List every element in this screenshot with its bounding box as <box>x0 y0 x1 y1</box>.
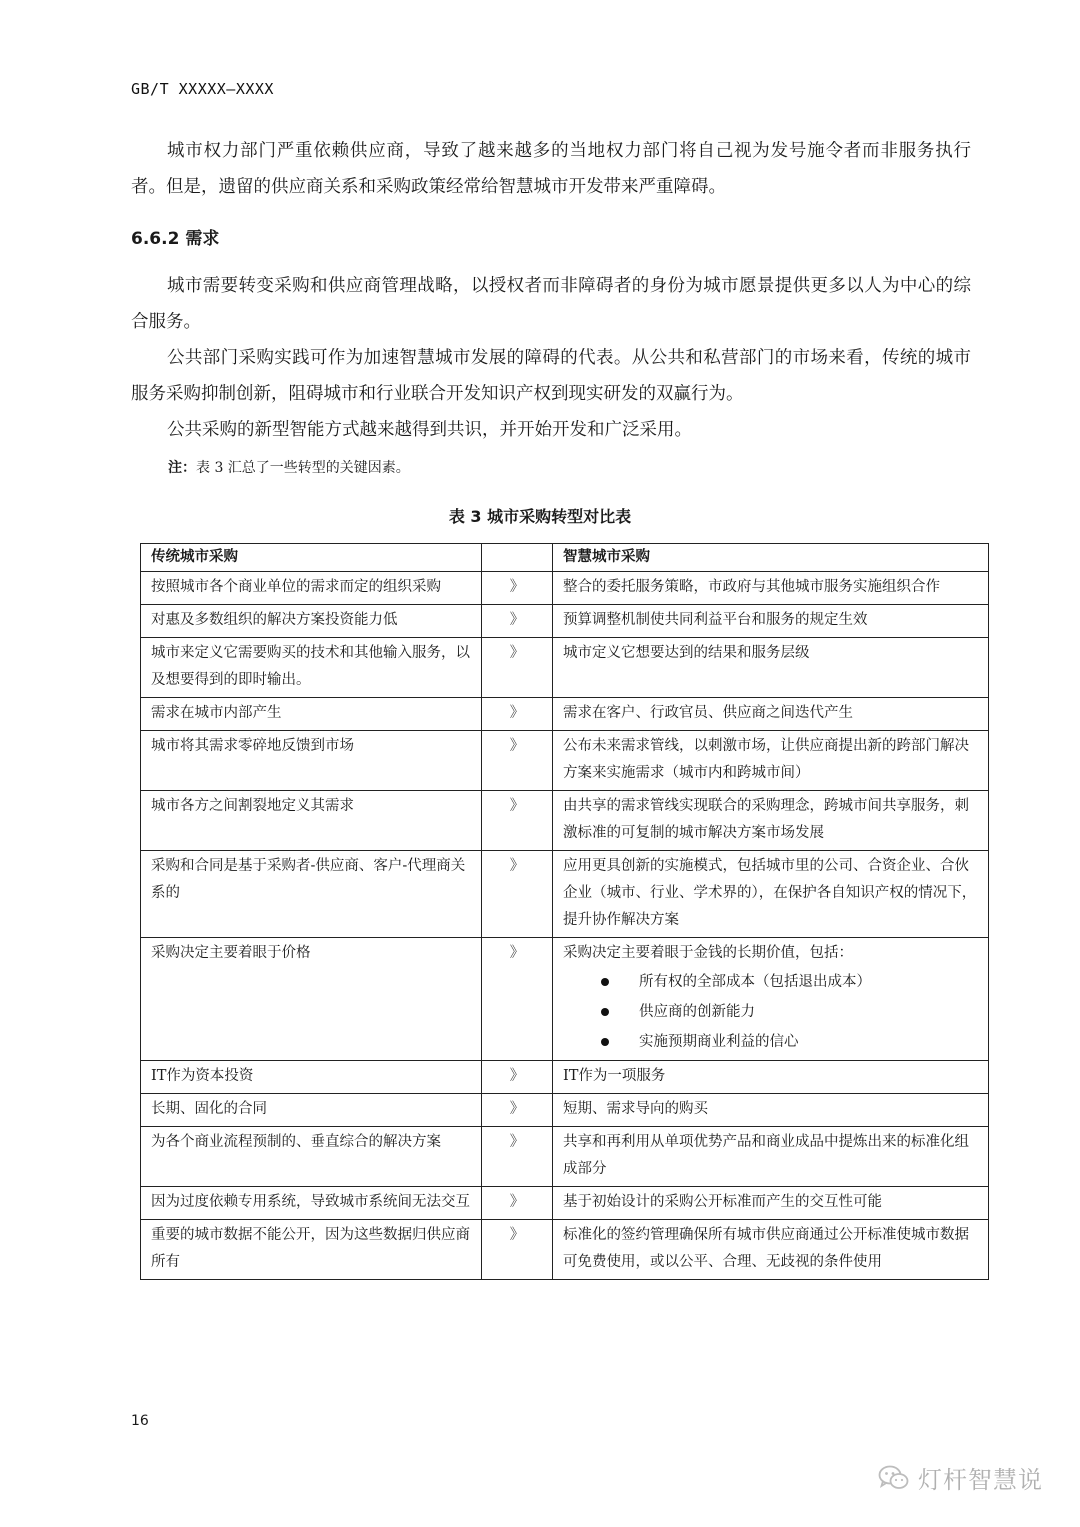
traditional-cell: 因为过度依赖专用系统，导致城市系统间无法交互 <box>141 1187 482 1220</box>
wechat-chat-icon <box>878 1464 910 1492</box>
smart-cell-text: 需求在客户、行政官员、供应商之间迭代产生 <box>563 705 853 721</box>
smart-cell-text: 采购决定主要着眼于金钱的长期价值，包括： <box>563 945 853 961</box>
table-row <box>141 1061 989 1094</box>
arrow-cell: 》 <box>482 1094 553 1127</box>
intro-paragraph: 城市权力部门严重依赖供应商，导致了越来越多的当地权力部门将自己视为发号施令者而非服务执行者。但是，遗留的供应商关系和采购政策经常给智慧城市开发带来严重障碍。 <box>131 141 971 197</box>
smart-cell <box>553 1187 989 1220</box>
watermark <box>878 1460 1043 1495</box>
arrow-cell: 》 <box>482 1127 553 1187</box>
header-arrow <box>482 544 553 572</box>
smart-cell <box>553 791 989 851</box>
arrow-cell: 》 <box>482 572 553 605</box>
table-row <box>141 698 989 731</box>
smart-cell <box>553 851 989 938</box>
traditional-cell: 按照城市各个商业单位的需求而定的组织采购 <box>141 572 482 605</box>
smart-cell-text: 公布未来需求管线，以刺激市场，让供应商提出新的跨部门解决方案来实施需求（城市内和跨城市间） <box>563 738 969 781</box>
table-row <box>141 938 989 1061</box>
page-number: 16 <box>131 1413 149 1429</box>
traditional-cell: 城市将其需求零碎地反馈到市场 <box>141 731 482 791</box>
table-row <box>141 605 989 638</box>
bullet-dot-icon <box>601 1038 609 1046</box>
smart-cell <box>553 572 989 605</box>
smart-cell-text: IT作为一项服务 <box>563 1068 666 1084</box>
section-heading: 6.6.2 需求 <box>131 229 220 249</box>
bullet-dot-icon <box>601 1008 609 1016</box>
smart-cell-text: 应用更具创新的实施模式，包括城市里的公司、合资企业、合伙企业（城市、行业、学术界的），在保护各自知识产权的情况下，提升协作解决方案 <box>563 858 977 928</box>
table-note <box>168 456 410 480</box>
traditional-cell: 需求在城市内部产生 <box>141 698 482 731</box>
comparison-table <box>140 543 989 1280</box>
bullet-text: 实施预期商业利益的信心 <box>639 1034 799 1050</box>
arrow-cell: 》 <box>482 791 553 851</box>
header-smart: 智慧城市采购 <box>553 544 989 572</box>
table-row <box>141 851 989 938</box>
smart-cell-text: 整合的委托服务策略，市政府与其他城市服务实施组织合作 <box>563 579 940 595</box>
table-row <box>141 791 989 851</box>
arrow-cell: 》 <box>482 731 553 791</box>
note-text: 表 3 汇总了一些转型的关键因素。 <box>196 460 410 476</box>
bullet-list <box>563 967 978 1057</box>
smart-cell-text: 短期、需求导向的购买 <box>563 1101 708 1117</box>
traditional-cell: 为各个商业流程预制的、垂直综合的解决方案 <box>141 1127 482 1187</box>
paragraph-2: 公共部门采购实践可作为加速智慧城市发展的障碍的代表。从公共和私营部门的市场来看，传统的城市服务采购抑制创新，阻碍城市和行业联合开发知识产权到现实研发的双赢行为。 <box>131 348 971 404</box>
smart-cell <box>553 1094 989 1127</box>
traditional-cell: 对惠及多数组织的解决方案投资能力低 <box>141 605 482 638</box>
smart-cell <box>553 1220 989 1280</box>
arrow-cell: 》 <box>482 1187 553 1220</box>
table-row <box>141 1187 989 1220</box>
table-row <box>141 572 989 605</box>
traditional-cell: 采购决定主要着眼于价格 <box>141 938 482 1061</box>
note-label: 注： <box>168 460 196 476</box>
table-body <box>141 572 989 1280</box>
table-header-row <box>141 544 989 572</box>
smart-cell <box>553 1061 989 1094</box>
smart-cell-text: 基于初始设计的采购公开标准而产生的交互性可能 <box>563 1194 882 1210</box>
traditional-cell: IT作为资本投资 <box>141 1061 482 1094</box>
smart-cell-text: 标准化的签约管理确保所有城市供应商通过公开标准使城市数据可免费使用，或以公平、合理、无歧视的条件使用 <box>563 1227 969 1270</box>
smart-cell <box>553 1127 989 1187</box>
arrow-cell: 》 <box>482 1220 553 1280</box>
traditional-cell: 城市来定义它需要购买的技术和其他输入服务，以及想要得到的即时输出。 <box>141 638 482 698</box>
bullet-text: 所有权的全部成本（包括退出成本） <box>639 974 871 990</box>
traditional-cell: 重要的城市数据不能公开，因为这些数据归供应商所有 <box>141 1220 482 1280</box>
standard-code: GB/T XXXXX—XXXX <box>131 80 274 98</box>
arrow-cell: 》 <box>482 638 553 698</box>
table-row <box>141 638 989 698</box>
smart-cell <box>553 698 989 731</box>
arrow-cell: 》 <box>482 938 553 1061</box>
bullet-text: 供应商的创新能力 <box>639 1004 755 1020</box>
smart-cell-text: 预算调整机制使共同利益平台和服务的规定生效 <box>563 612 868 628</box>
traditional-cell: 采购和合同是基于采购者-供应商、客户-代理商关系的 <box>141 851 482 938</box>
smart-cell <box>553 731 989 791</box>
smart-cell-text: 共享和再利用从单项优势产品和商业成品中提炼出来的标准化组成部分 <box>563 1134 969 1177</box>
header-traditional: 传统城市采购 <box>141 544 482 572</box>
watermark-text: 灯杆智慧说 <box>918 1466 1043 1494</box>
smart-cell-text: 由共享的需求管线实现联合的采购理念，跨城市间共享服务，刺激标准的可复制的城市解决方案市场发展 <box>563 798 969 841</box>
table-row <box>141 1094 989 1127</box>
paragraph-3: 公共采购的新型智能方式越来越得到共识，并开始开发和广泛采用。 <box>167 420 692 440</box>
bullet-dot-icon <box>601 978 609 986</box>
arrow-cell: 》 <box>482 698 553 731</box>
traditional-cell: 长期、固化的合同 <box>141 1094 482 1127</box>
bullet-item <box>563 997 978 1027</box>
table-row <box>141 1220 989 1280</box>
bullet-item <box>563 967 978 997</box>
arrow-cell: 》 <box>482 851 553 938</box>
arrow-cell: 》 <box>482 605 553 638</box>
smart-cell <box>553 938 989 1061</box>
paragraph-1: 城市需要转变采购和供应商管理战略，以授权者而非障碍者的身份为城市愿景提供更多以人为中心的综合服务。 <box>131 276 971 332</box>
table-row <box>141 731 989 791</box>
smart-cell <box>553 638 989 698</box>
smart-cell <box>553 605 989 638</box>
table-title: 表 3 城市采购转型对比表 <box>448 507 632 526</box>
table-row <box>141 1127 989 1187</box>
smart-cell-text: 城市定义它想要达到的结果和服务层级 <box>563 645 810 661</box>
bullet-item <box>563 1027 978 1057</box>
arrow-cell: 》 <box>482 1061 553 1094</box>
traditional-cell: 城市各方之间割裂地定义其需求 <box>141 791 482 851</box>
